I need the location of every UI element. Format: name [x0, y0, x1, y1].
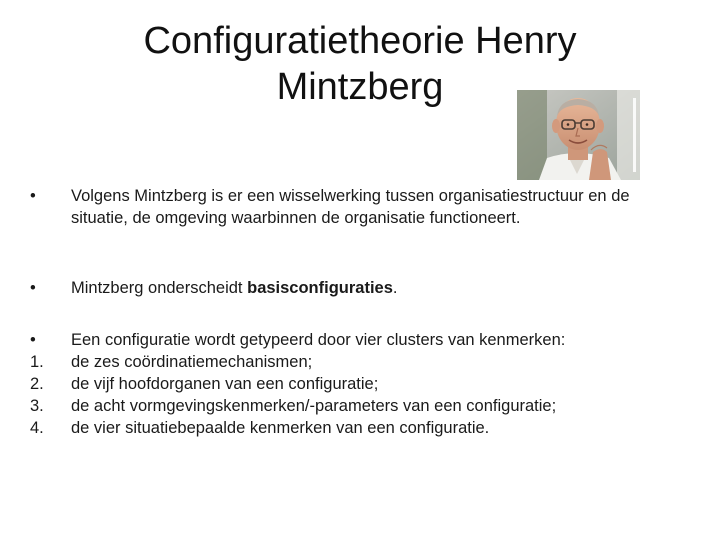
number-marker: 2.: [30, 375, 44, 393]
numbered-item: [30, 373, 690, 395]
bullet-text-plain: Mintzberg onderscheidt: [71, 279, 248, 297]
numbered-item: [30, 351, 690, 373]
portrait-photo: [517, 90, 640, 180]
numbered-item: [30, 395, 690, 417]
bullet-marker: •: [30, 187, 36, 205]
bullet-marker: •: [30, 279, 36, 297]
number-marker: 3.: [30, 397, 44, 415]
bullet-item: [30, 329, 690, 351]
bullet-marker: •: [30, 331, 36, 349]
numbered-item: [30, 417, 690, 439]
title-line-1: Configuratietheorie Henry: [143, 20, 577, 62]
bullet-list: [30, 185, 690, 439]
bullet-text-end: .: [392, 279, 398, 297]
numbered-text: de acht vormgevingskenmerken/-parameters van een configuratie;: [71, 397, 557, 415]
numbered-text: de vier situatiebepaalde kenmerken van een configuratie.: [71, 419, 490, 437]
bullet-item: [30, 277, 690, 299]
title-line-2: Mintzberg: [276, 66, 444, 108]
numbered-text: de zes coördinatiemechanismen;: [71, 353, 313, 371]
bullet-text-bold: basisconfiguraties: [247, 279, 393, 297]
portrait-photo-icon: [517, 90, 640, 180]
bullet-text: Een configuratie wordt getypeerd door vier clusters van kenmerken:: [71, 331, 566, 349]
number-marker: 1.: [30, 353, 44, 371]
bullet-text: Volgens Mintzberg is er een wisselwerking tussen organisatiestructuur en de situatie, de omgeving waarbinnen de organisatie functioneert.: [71, 187, 630, 227]
bullet-text: [71, 277, 690, 299]
numbered-text: de vijf hoofdorganen van een configuratie;: [71, 375, 379, 393]
number-marker: 4.: [30, 419, 44, 437]
bullet-item: [30, 185, 690, 229]
